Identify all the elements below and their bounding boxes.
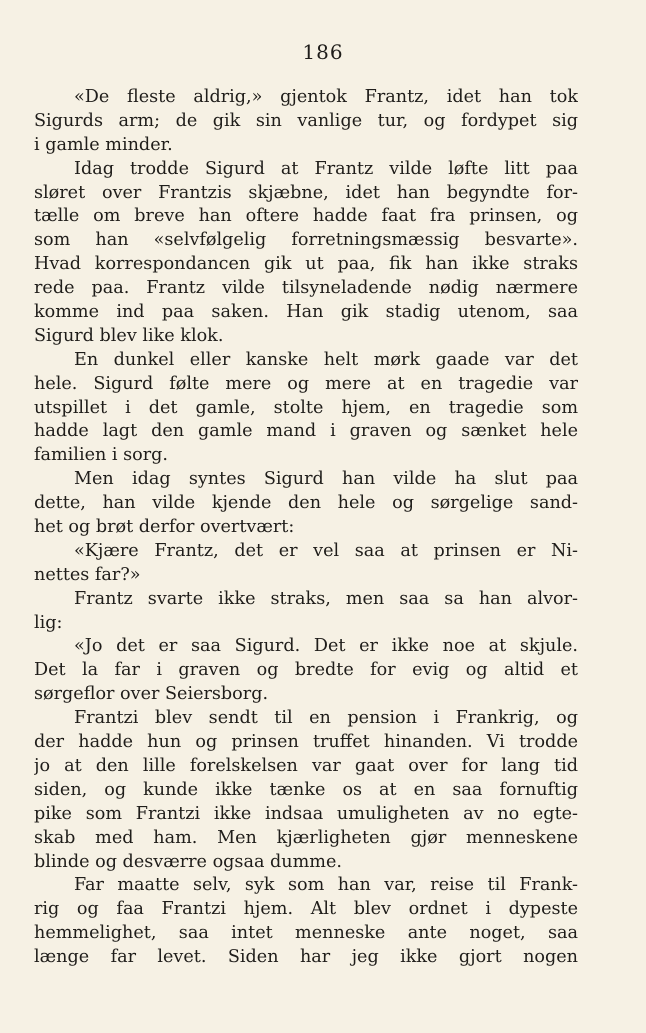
text-line: «De fleste aldrig,» gjentok Frantz, idet han tok — [74, 87, 578, 107]
text-line: Far maatte selv, syk som han var, reise til Frank- — [74, 875, 578, 896]
text-line: het og brøt derfor overtvært: — [34, 517, 295, 538]
text-line: længe far levet. Siden har jeg ikke gjort nogen — [34, 947, 578, 968]
text-line: nettes far?» — [34, 564, 141, 585]
text-line: tælle om breve han oftere hadde faat fra prinsen, og — [34, 206, 578, 227]
text-line: «Kjære Frantz, det er vel saa at prinsen er Ni- — [74, 540, 578, 561]
text-line: En dunkel eller kanske helt mørk gaade var det — [74, 349, 578, 370]
text-line: dette, han vilde kjende den hele og sørgelige sand- — [34, 493, 578, 514]
text-line: rig og faa Frantzi hjem. Alt blev ordnet i dypeste — [34, 899, 578, 920]
text-line: komme ind paa saken. Han gik stadig utenom, saa — [34, 302, 578, 323]
text-line: Sigurd blev like klok. — [34, 325, 224, 346]
text-line: Frantz svarte ikke straks, men saa sa han alvor- — [74, 588, 578, 609]
text-line: Hvad korrespondancen gik ut paa, fik han ikke straks — [34, 254, 578, 275]
text-line: rede paa. Frantz vilde tilsyneladende nødig nærmere — [34, 278, 578, 299]
text-line: familien i sorg. — [34, 445, 169, 466]
text-line: hele. Sigurd følte mere og mere at en tragedie var — [34, 373, 578, 394]
text-line: hadde lagt den gamle mand i graven og sænket hele — [34, 421, 578, 442]
text-line: der hadde hun og prinsen truffet hinanden. Vi trodde — [34, 732, 578, 753]
text-line: utspillet i det gamle, stolte hjem, en tragedie som — [34, 397, 578, 418]
text-line: som han «selvfølgelig forretningsmæssig besvarte». — [34, 230, 578, 251]
text-line: i gamle minder. — [34, 134, 173, 155]
text-line: jo at den lille forelskelsen var gaat over for lang tid — [34, 755, 578, 776]
text-line: Men idag syntes Sigurd han vilde ha slut paa — [74, 469, 578, 490]
text-line: Sigurds arm; de gik sin vanlige tur, og fordypet sig — [34, 110, 578, 131]
text-line: Frantzi blev sendt til en pension i Frankrig, og — [74, 708, 578, 729]
text-line: «Jo det er saa Sigurd. Det er ikke noe at skjule. — [74, 636, 578, 657]
text-line: pike som Frantzi ikke indsaa umuligheten av no egte- — [34, 803, 578, 824]
text-line: Idag trodde Sigurd at Frantz vilde løfte litt paa — [74, 158, 578, 179]
text-line: sløret over Frantzis skjæbne, idet han begyndte for- — [34, 182, 578, 203]
text-line: Det la far i graven og bredte for evig og altid et — [34, 660, 578, 681]
text-line: hemmelighet, saa intet menneske ante noget, saa — [34, 923, 578, 944]
text-line: skab med ham. Men kjærligheten gjør menneskene — [34, 827, 578, 848]
page-number: 186 — [302, 40, 344, 64]
body-text — [34, 86, 578, 970]
text-line: sørgeflor over Seiersborg. — [34, 684, 269, 705]
text-line: blinde og desværre ogsaa dumme. — [34, 851, 342, 872]
text-line: lig: — [34, 612, 63, 633]
text-line: siden, og kunde ikke tænke os at en saa fornuftig — [34, 779, 578, 800]
